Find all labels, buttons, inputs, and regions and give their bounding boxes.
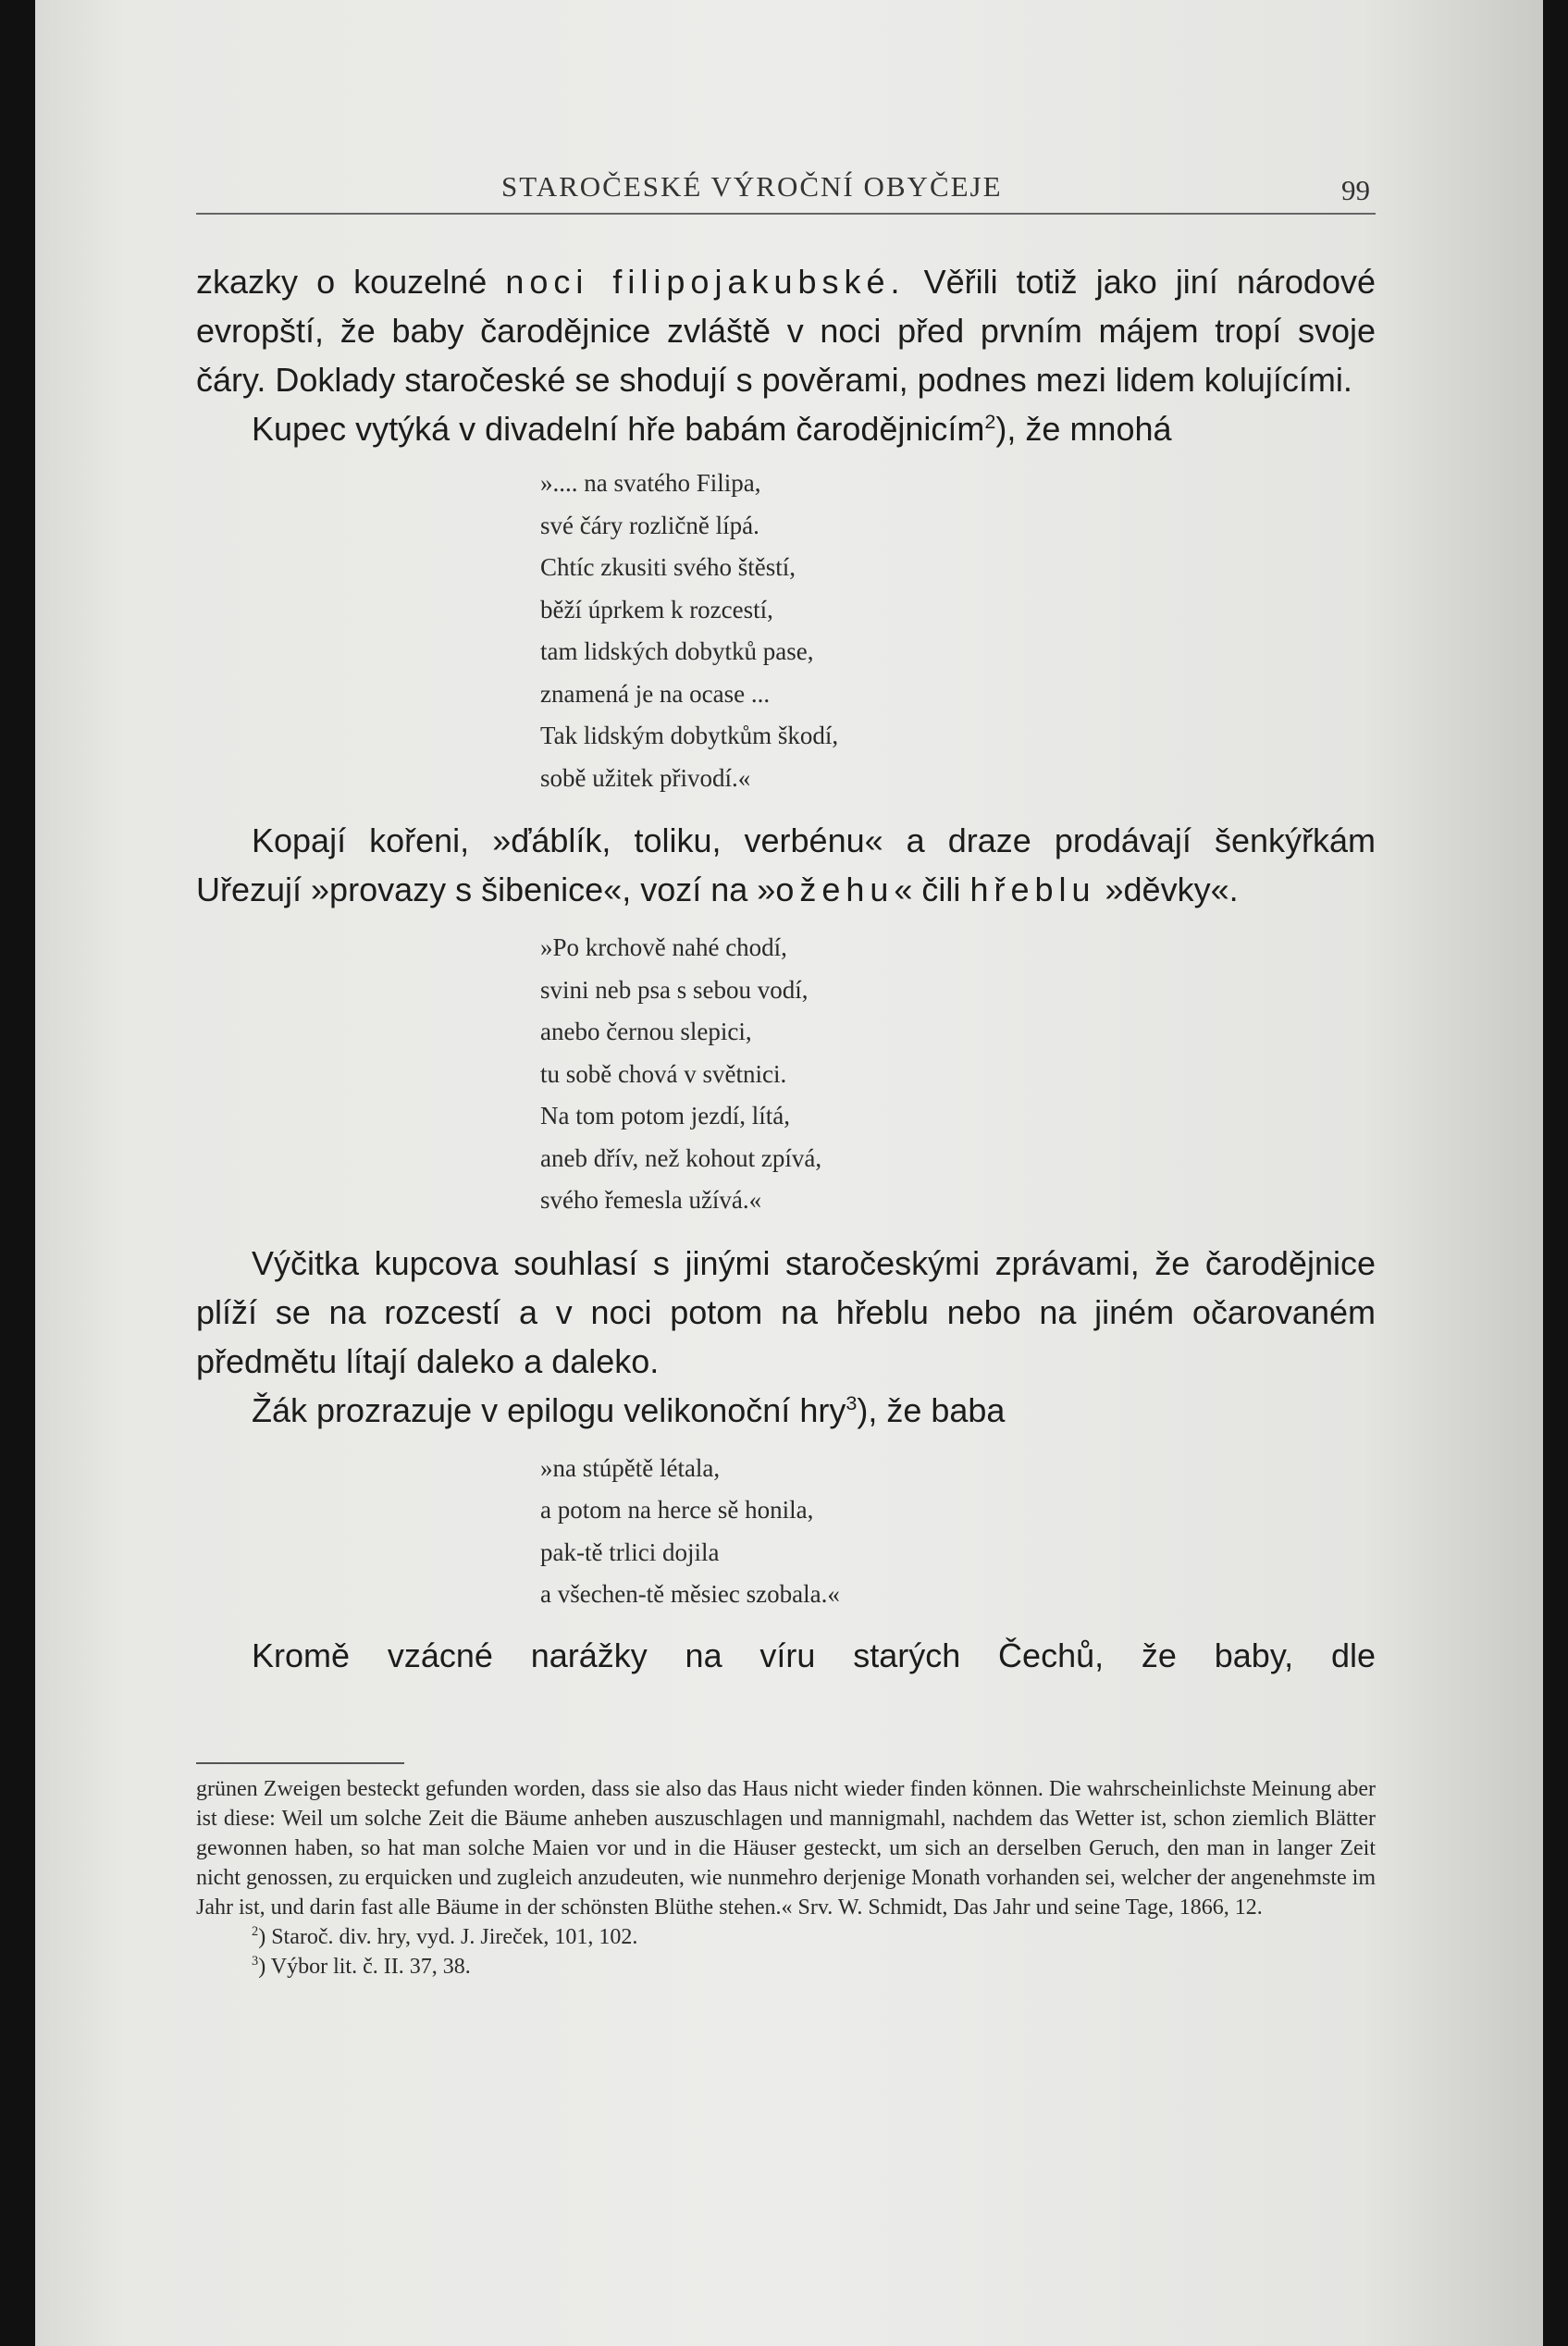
footnotes [196, 1774, 1376, 1982]
paragraph-3 [196, 816, 1376, 914]
footnote-2-mark: 2 [252, 1924, 259, 1939]
page-header [196, 165, 1376, 211]
verse-line: tam lidských dobytků pase, [540, 637, 814, 665]
book-page [35, 0, 1543, 2346]
paragraph-6: Kromě vzácné narážky na víru starých Čechů, že baby, dle [252, 1636, 1376, 1674]
main-text [196, 257, 1376, 1680]
verse-line: anebo černou slepici, [540, 1018, 752, 1045]
verse-line: »na stúpětě létala, [540, 1453, 721, 1482]
paragraph-1-text-before: zkazky o kouzelné [196, 263, 506, 301]
paragraph-3-part-2: « čili [894, 870, 970, 908]
verse-line: znamená je na ocase ... [540, 679, 771, 708]
verse-line: aneb dřív, než kohout zpívá, [540, 1143, 822, 1172]
verse-line: Chtíc zkusiti svého štěstí, [540, 553, 796, 581]
paragraph-5-text-after: ), že baba [857, 1390, 1006, 1429]
footnote-2 [196, 1922, 1376, 1952]
paragraph-3-part-3: »děvky«. [1095, 870, 1239, 908]
paragraph-1 [196, 257, 1376, 404]
footnote-rule [196, 1762, 404, 1764]
paragraph-2-text-before: Kupec vytýká v divadelní hře babám čarodějnicím [252, 410, 985, 448]
verse-block-2 [196, 927, 1376, 1222]
footnote-3-text: ) Výbor lit. č. II. 37, 38. [258, 1955, 471, 1979]
verse-line: tu sobě chová v světnici. [540, 1059, 787, 1088]
paragraph-3-part-1: Kopají kořeni, »ďáblík, toliku, verbénu« a draze prodávají šenkýřkám Uřezují »provazy s šibenice«, vozí na » [196, 821, 1376, 908]
footnote-2-text: ) Staroč. div. hry, vyd. J. Jireček, 101, 102. [258, 1925, 638, 1949]
verse-line: Na tom potom jezdí, lítá, [540, 1102, 790, 1130]
paragraph-1-spaced-term: noci filipojakubské. [505, 263, 906, 301]
paragraph-2-text-after: ), že mnohá [995, 410, 1172, 448]
verse-line: a všechen-tě měsiec szobala.« [540, 1580, 840, 1608]
footnote-mark-2: 2 [984, 410, 996, 433]
running-title: STAROČESKÉ VÝROČNÍ OBYČEJE [501, 170, 1003, 203]
paragraph-1-text-after: Věřili totiž jako jiní národové evropští, že baby čarodějnice zvláště v noci před prvním májem tropí svoje čáry. Doklady staročeské se shodují s pověrami, podnes mezi lidem kolujícími. [196, 263, 1377, 399]
paragraph-3-spaced-term-2: hřeblu [969, 870, 1096, 908]
footnote-continuation: grünen Zweigen besteckt gefunden worden, dass sie also das Haus nicht wieder finden können. Die wahrscheinlichste Meinung aber ist diese: Weil um solche Zeit die Bäume anheben auszuschlagen und mannigmahl, nachdem das Wetter ist, schon ziemlich Blätter gewonnen haben, so hat man solche Maien vor und in die Häuser gesteckt, um sich an derselben Geruch, den man in langer Zeit nicht genossen, zu erquicken und zugleich anzudeuten, wie nunmehro derjenige Monath vorhanden sei, welcher der angenehmste im Jahr ist, und darin fast alle Bäume in der schönsten Blüthe stehen.« Srv. W. Schmidt, Das Jahr und seine Tage, 1866, 12. [196, 1777, 1376, 1920]
paragraph-2 [196, 404, 1376, 453]
verse-line: svého řemesla užívá.« [540, 1186, 762, 1214]
verse-line: své čáry rozličně lípá. [540, 511, 759, 539]
verse-block-1 [196, 463, 1376, 799]
paragraph-3-spaced-term-1: ožehu [775, 870, 895, 908]
header-rule [196, 213, 1376, 215]
verse-line: a potom na herce sě honila, [540, 1496, 814, 1524]
verse-line: Tak lidským dobytkům škodí, [540, 722, 839, 749]
verse-line: pak-tě trlici dojila [540, 1537, 720, 1566]
footnote-3 [196, 1952, 1376, 1982]
verse-line: sobě užitek přivodí.« [540, 763, 751, 792]
verse-line: ».... na svatého Filipa, [540, 469, 761, 497]
verse-line: »Po krchově nahé chodí, [540, 933, 787, 961]
verse-block-3 [196, 1448, 1376, 1616]
paragraph-5 [196, 1386, 1376, 1435]
footnote-mark-3: 3 [846, 1390, 858, 1414]
page-number: 99 [1341, 174, 1370, 206]
footnote-3-mark: 3 [252, 1954, 259, 1969]
verse-line: svini neb psa s sebou vodí, [540, 975, 809, 1004]
paragraph-4: Výčitka kupcova souhlasí s jinými staročeskými zprávami, že čarodějnice plíží se na rozcestí a v noci potom na hřeblu nebo na jiném očarovaném předmětu lítají daleko a daleko. [196, 1243, 1376, 1380]
paragraph-5-text-before: Žák prozrazuje v epilogu velikonoční hry [252, 1390, 846, 1429]
verse-line: běží úprkem k rozcestí, [540, 595, 773, 624]
